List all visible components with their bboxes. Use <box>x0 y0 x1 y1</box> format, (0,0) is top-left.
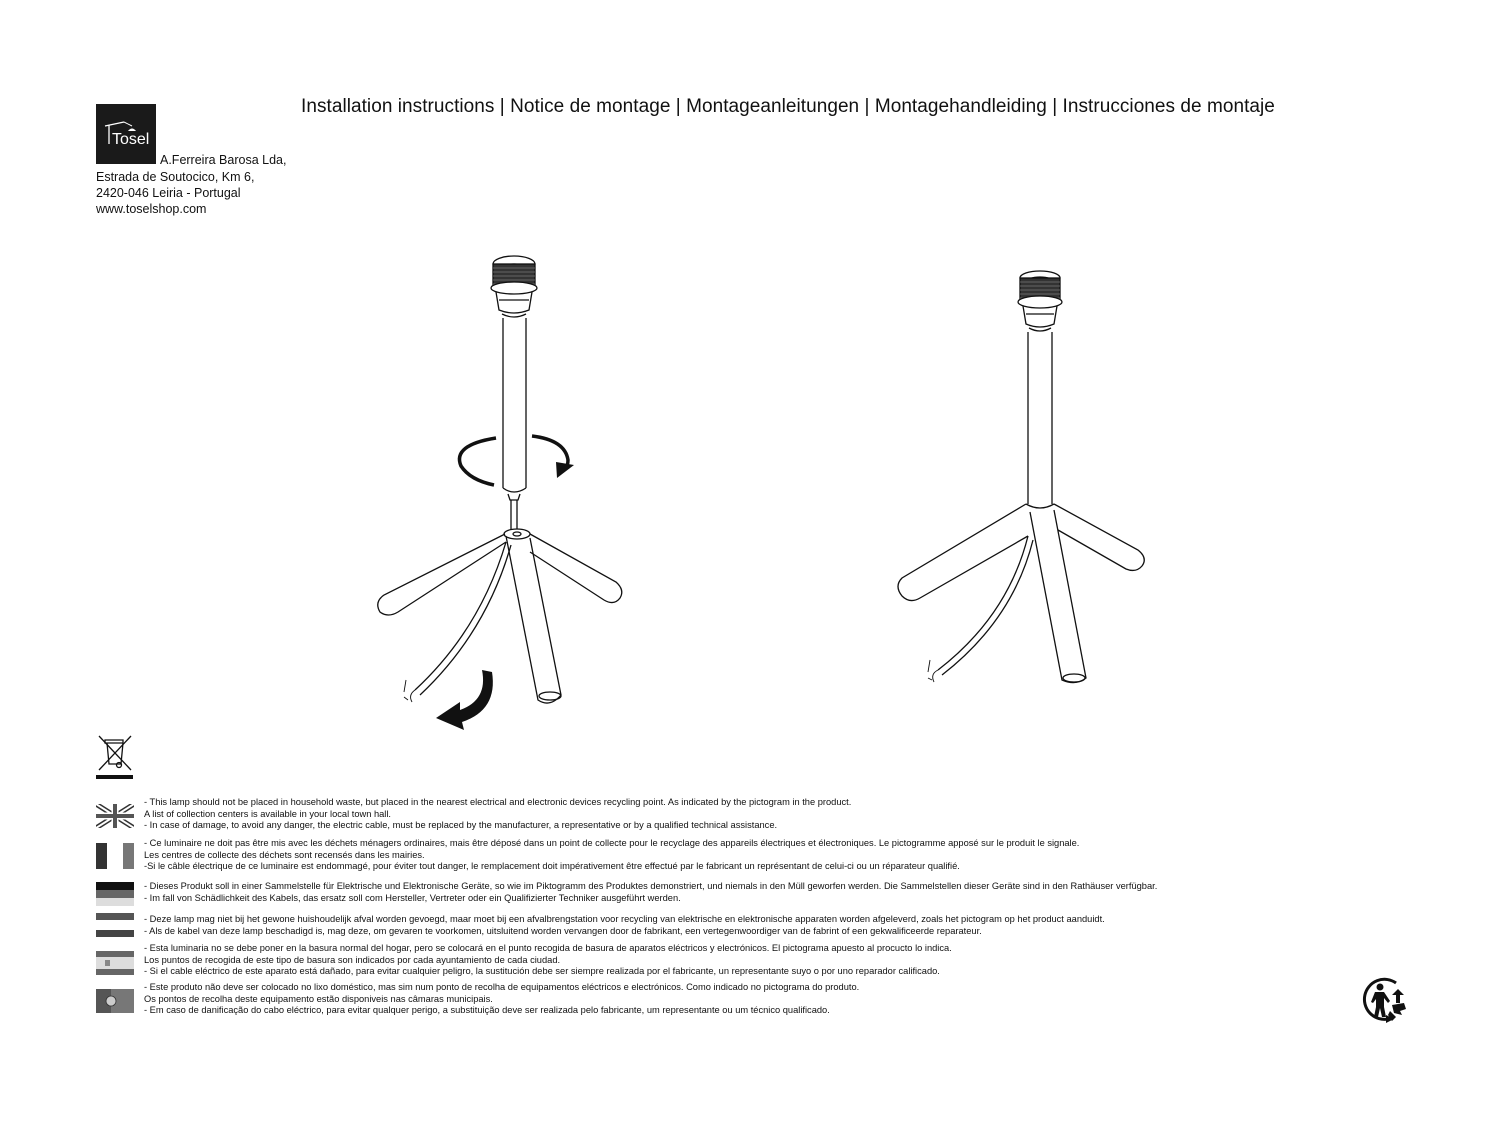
bulb-socket-icon <box>491 256 537 317</box>
notice-de: - Dieses Produkt soll in einer Sammelstelle für Elektrische und Elektronische Geräte, so wie im Piktogramm des Produktes demonstriert, und niemals in den Müll geworfen werden. Die Sammelstellen dieser Geräte sind in den Rathäuser verfügbar. - Im fall von Schädlichkeit des Kabels, das ersatz soll com Hersteller, Vertreter oder ein Qualifizierter Techniker ausgeführt werden. <box>144 881 1158 903</box>
notice-pt: - Este produto não deve ser colocado no lixo doméstico, mas sim num ponto de recolha de equipamentos eléctricos e electrónicos. Como indicado no pictograma do produto. Os pontos de recolha deste equipamento estão disponiveis nas câmaras municipais. - Em caso de danificação do cabo eléctrico, para evitar qualquer perigo, a substituição deve ser realizada pelo fabricante, um representante ou um técnico qualificado. <box>144 982 860 1016</box>
page-title: Installation instructions | Notice de montage | Montageanleitungen | Montagehandleiding | Instrucciones de montaje <box>301 96 1275 117</box>
company-name: A.Ferreira Barosa Lda, <box>160 153 287 167</box>
uk-flag-icon <box>96 804 134 828</box>
pull-cable-arrow-icon <box>436 670 493 730</box>
crossed-out-wheelie-bin-icon <box>95 734 135 782</box>
france-flag-icon <box>96 843 134 869</box>
portugal-flag-icon <box>96 989 134 1013</box>
tosel-logo <box>96 104 156 164</box>
company-city: 2420-046 Leiria - Portugal <box>96 186 241 200</box>
step-1-illustration <box>360 240 660 740</box>
bulb-socket-icon <box>1018 271 1062 331</box>
step-2-illustration <box>890 260 1170 710</box>
company-street: Estrada de Soutocico, Km 6, <box>96 170 255 184</box>
notice-nl: - Deze lamp mag niet bij het gewone huishoudelijk afval worden gevoegd, maar moet bij een afvalbrengstation voor recycling van elektrische en elektronische apparaten worden afgeleverd, zoals het pictogram op het product aanduidt. - Als de kabel van deze lamp beschadigd is, mag deze, om gevaren te voorkomen, uitsluitend worden vervangen door de fabrikant, een vertegenwoordiger van de fabrint of een gekwalificeerde reparateur. <box>144 914 1105 936</box>
triman-recycling-icon <box>1360 973 1412 1025</box>
notice-fr: - Ce luminaire ne doit pas être mis avec les déchets ménagers ordinaires, mais être déposé dans un point de collecte pour le recyclage des appareils électriques et électroniques. Le pictogramme apposé sur le produit le signale. Les centres de collecte des déchets sont recensés dans les mairies. -Si le câble électrique de ce luminaire est endommagé, pour éviter tout danger, le remplacement doit impérativement être effectué par le fabricant un représentant de celui-ci ou un réparateur qualifié. <box>144 838 1080 872</box>
lamp-logo-icon <box>96 104 156 164</box>
rotate-arrow-icon <box>459 436 574 485</box>
notice-en: - This lamp should not be placed in household waste, but placed in the nearest electrical and electronic devices recycling point. As indicated by the pictogram in the product. A list of collection centers is available in your local town hall. - In case of damage, to avoid any danger, the electric cable, must be replaced by the manufacturer, a representative or by a qualified technical assistance. <box>144 797 852 831</box>
germany-flag-icon <box>96 882 134 906</box>
notice-es: - Esta luminaria no se debe poner en la basura normal del hogar, pero se colocará en el punto recogida de basura de aparatos eléctricos y electrónicos. El pictograma apuesto al procucto lo indica. Los puntos de recogida de este tipo de basura son indicados por cada ayuntamiento de cada ciudad. - Si el cable eléctrico de este aparato está dañado, para evitar cualquier peligro, la sustitución debe ser siempre realizada por el fabricante, un representante suyo o por uno reparador calificado. <box>144 943 952 977</box>
company-website[interactable]: www.toselshop.com <box>96 202 207 216</box>
svg-text:Tosel: Tosel <box>112 131 150 148</box>
spain-flag-icon <box>96 951 134 975</box>
netherlands-flag-icon <box>96 913 134 937</box>
